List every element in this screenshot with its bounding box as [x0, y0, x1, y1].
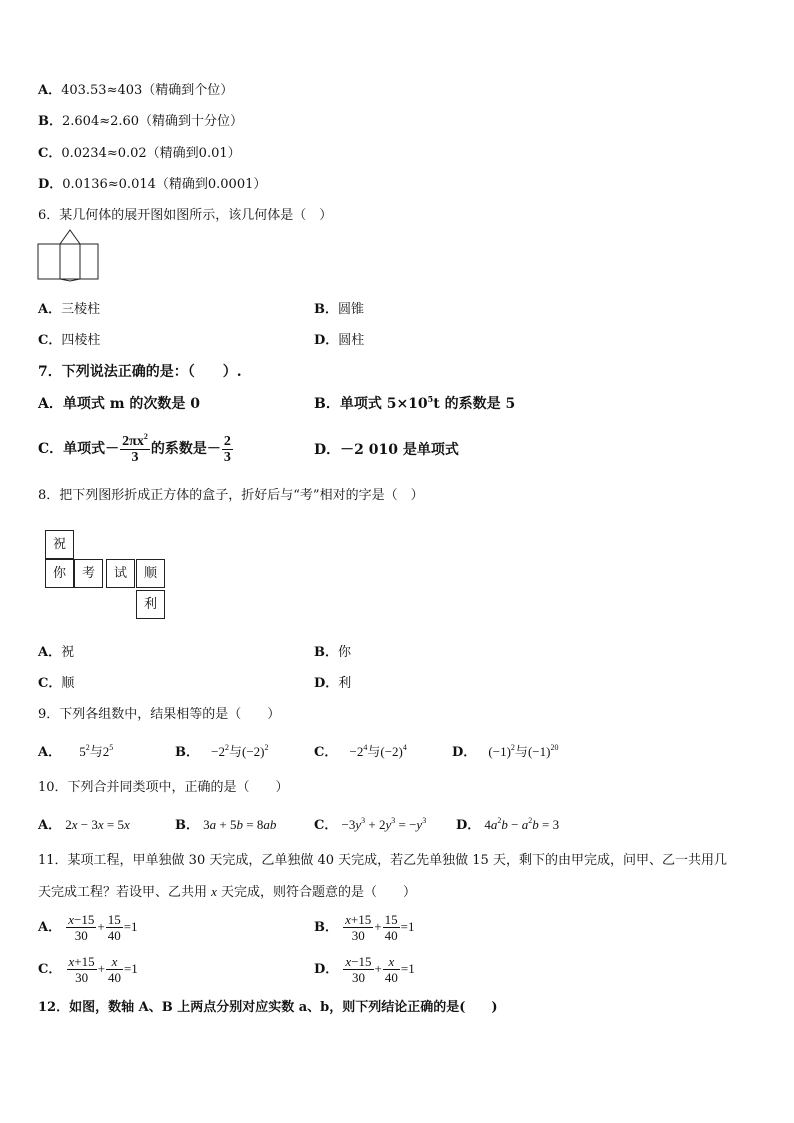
- fraction: [106, 912, 123, 943]
- option-letter: C．: [314, 745, 338, 760]
- numerator-text: 2πx: [122, 433, 144, 449]
- fraction: [343, 912, 373, 943]
- q7-option-d: D．－2 010 是单项式: [314, 442, 459, 458]
- q6-option-c: [38, 333, 100, 349]
- option-letter: A．: [38, 302, 62, 317]
- q9-option-a: [38, 744, 113, 761]
- q10-option-c: [314, 817, 426, 834]
- conjunction: 与: [228, 744, 242, 759]
- q9-option-c: [314, 744, 407, 761]
- exponent: 2: [143, 431, 148, 441]
- option-letter: C．: [314, 818, 338, 833]
- option-text: 你: [338, 645, 352, 660]
- cube-cell-1: 你: [45, 559, 74, 588]
- q8-option-c: [38, 676, 74, 692]
- q11-option-a: A． $\frac{x-15}{30}$ + $\frac{15}{40}$ =1: [38, 912, 138, 943]
- q8-option-d: [314, 676, 351, 692]
- q7-option-c: [38, 432, 234, 466]
- denominator: 3: [131, 449, 139, 465]
- option-letter: C．: [38, 962, 62, 977]
- option-text: C．单项式－: [38, 441, 120, 457]
- q11-option-c: C． $\frac{x+15}{30}$ + $\frac{x}{40}$ =1: [38, 954, 138, 985]
- denominator: 3: [223, 449, 231, 465]
- option-text: 顺: [61, 676, 75, 691]
- q6-option-a: [38, 302, 100, 318]
- conjunction: 与: [367, 744, 381, 759]
- option-math: $(-1)^2$与$(-1)^{20}$: [488, 743, 559, 759]
- numerator: x: [383, 954, 400, 970]
- q6-option-b: [314, 302, 364, 318]
- option-math: $5^2$与$2^5$: [79, 743, 114, 759]
- q9-option-d: [452, 744, 558, 761]
- q7-option-b: [314, 396, 515, 412]
- option-text: 圆柱: [338, 333, 365, 348]
- option-letter: B．: [314, 920, 338, 935]
- fraction: [67, 954, 97, 985]
- option-letter: A．: [38, 745, 62, 760]
- fraction: [343, 954, 373, 985]
- q8-option-a: [38, 645, 74, 661]
- option-text: 圆锥: [338, 302, 365, 317]
- option-text: 0.0136≈0.014（精确到0.0001）: [62, 177, 267, 192]
- option-letter: C．: [38, 146, 62, 161]
- numerator: x−15: [68, 912, 95, 927]
- denominator: 30: [351, 970, 365, 985]
- q6-option-d: [314, 333, 364, 349]
- option-math: $-2^2$与$(-2)^2$: [211, 743, 269, 759]
- option-text: 0.0234≈0.02（精确到0.01）: [61, 146, 241, 161]
- numerator: x+15: [345, 912, 372, 927]
- stem-text: 天完成工程？若设甲、乙共用: [38, 885, 212, 900]
- cube-cell-4: 顺: [136, 559, 165, 588]
- denominator: 40: [384, 928, 398, 943]
- q7-option-a: A．单项式 m 的次数是 0: [38, 396, 201, 412]
- denominator: 30: [74, 928, 88, 943]
- q5-option-c: [38, 146, 241, 162]
- option-letter: B．: [175, 818, 199, 833]
- option-math: $-3y^3 + 2y^3 = -y^3$: [341, 816, 427, 832]
- option-letter: A．: [38, 818, 62, 833]
- option-text: 的系数是－: [150, 441, 221, 457]
- option-letter: D．: [314, 962, 339, 977]
- q11-option-d: D． $\frac{x-15}{30}$ + $\frac{x}{40}$ =1: [314, 954, 415, 985]
- option-letter: A．: [38, 83, 62, 98]
- option-math: 3a + 5b = 8ab: [203, 817, 277, 832]
- option-letter: B．: [175, 745, 199, 760]
- q8-option-b: [314, 645, 351, 661]
- denominator: 40: [384, 970, 398, 985]
- conjunction: 与: [514, 744, 528, 759]
- option-letter: B．: [314, 645, 338, 660]
- fraction: [120, 431, 150, 465]
- numerator: x−15: [345, 954, 372, 969]
- option-letter: A．: [38, 920, 62, 935]
- option-letter: D．: [38, 177, 63, 192]
- option-letter: A．: [38, 645, 62, 660]
- fraction: [106, 954, 123, 985]
- option-letter: D．: [314, 333, 339, 348]
- q11-option-b: B． $\frac{x+15}{30}$ + $\frac{15}{40}$ =1: [314, 912, 415, 943]
- option-text: 2.604≈2.60（精确到十分位）: [62, 114, 244, 129]
- fraction: [383, 954, 400, 985]
- q11-stem-line2: [38, 884, 416, 901]
- option-text: t 的系数是 5: [433, 396, 516, 412]
- option-text: 利: [338, 676, 352, 691]
- cube-cell-3: 试: [106, 559, 135, 588]
- option-math: $4a^2b - a^2b = 3$: [484, 816, 560, 832]
- option-text: 四棱柱: [61, 333, 101, 348]
- option-letter: B．: [314, 302, 338, 317]
- option-letter: D．: [314, 676, 339, 691]
- numerator: 15: [107, 912, 121, 927]
- q10-option-a: [38, 817, 130, 834]
- option-text: 三棱柱: [61, 302, 101, 317]
- denominator: 30: [75, 970, 89, 985]
- q11-stem-line1: 11．某项工程，甲单独做 30 天完成，乙单独做 40 天完成，若乙先单独做 15 天，剩下的由甲完成，问甲、乙一共用几: [38, 853, 727, 868]
- q5-option-b: [38, 114, 243, 130]
- q6-stem: 6．某几何体的展开图如图所示，该几何体是（ ）: [38, 208, 333, 223]
- conjunction: 与: [89, 744, 103, 759]
- option-text: 403.53≈403（精确到个位）: [61, 83, 234, 98]
- triangular-prism-net-figure: [36, 228, 102, 282]
- variable: x: [211, 884, 217, 899]
- q8-stem: 8．把下列图形折成正方体的盒子，折好后与“考”相对的字是（ ）: [38, 488, 424, 503]
- option-math: 2x − 3x = 5x: [65, 817, 130, 832]
- numerator: x: [106, 954, 123, 970]
- stem-text: 天完成，则符合题意的是（ ）: [216, 885, 417, 900]
- option-text: 祝: [61, 645, 75, 660]
- option-letter: D．: [452, 745, 477, 760]
- cube-cell-top: 祝: [45, 530, 74, 559]
- q9-stem: 9．下列各组数中，结果相等的是（ ）: [38, 707, 281, 722]
- fraction: [383, 912, 400, 943]
- option-math: $-2^4$与$(-2)^4$: [349, 743, 407, 759]
- q10-option-d: [456, 817, 559, 834]
- denominator: 30: [351, 928, 365, 943]
- exponent: 5: [427, 394, 434, 404]
- option-text: B．单项式 5×10: [314, 396, 428, 412]
- numerator: x+15: [68, 954, 95, 969]
- denominator: 40: [107, 970, 121, 985]
- q5-option-a: [38, 83, 233, 99]
- cube-cell-bottom: 利: [136, 590, 165, 619]
- q9-option-b: [175, 744, 269, 761]
- option-letter: D．: [456, 818, 481, 833]
- cube-cell-2: 考: [74, 559, 103, 588]
- q5-option-d: [38, 177, 266, 193]
- option-letter: B．: [38, 114, 62, 129]
- q12-stem: 12．如图，数轴 A、B 上两点分别对应实数 a、b，则下列结论正确的是( ): [38, 1000, 498, 1015]
- fraction: [222, 434, 233, 465]
- numerator: 15: [384, 912, 398, 927]
- numerator: 2: [223, 433, 231, 449]
- q10-stem: 10．下列合并同类项中，正确的是（ ）: [38, 780, 289, 795]
- denominator: 40: [107, 928, 121, 943]
- q10-option-b: [175, 817, 276, 834]
- option-letter: C．: [38, 333, 62, 348]
- q7-stem: 7．下列说法正确的是：（ ）.: [38, 364, 242, 380]
- numerator: [120, 431, 150, 450]
- option-letter: C．: [38, 676, 62, 691]
- fraction: [66, 912, 96, 943]
